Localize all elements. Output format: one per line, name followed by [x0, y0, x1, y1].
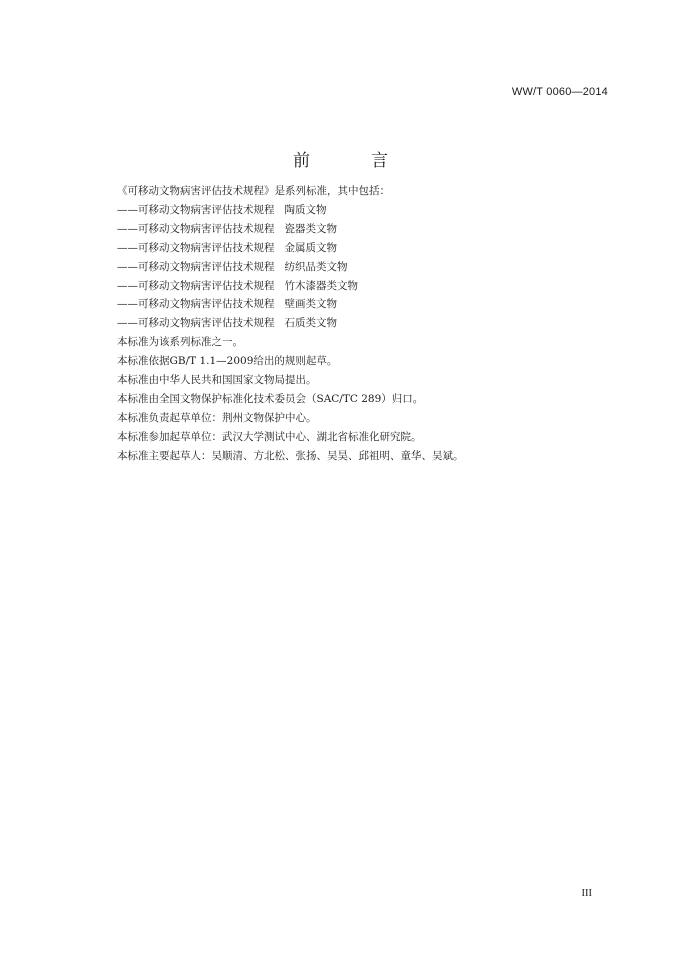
series-item-part: 纺织品类文物: [284, 260, 348, 273]
paragraph: 本标准负责起草单位：荆州文物保护中心。: [117, 411, 317, 424]
page-title: 前 言: [293, 151, 410, 171]
series-item-part: 瓷器类文物: [284, 222, 337, 235]
series-item-name: ——可移动文物病害评估技术规程: [117, 279, 275, 292]
series-item: [117, 220, 597, 239]
series-item-name: ——可移动文物病害评估技术规程: [117, 298, 275, 311]
standard-code: WW/T 0060—2014: [511, 86, 608, 98]
series-item: [117, 258, 597, 277]
series-item-name: ——可移动文物病害评估技术规程: [117, 260, 275, 273]
series-item-name: ——可移动文物病害评估技术规程: [117, 203, 275, 216]
intro-line: 《可移动文物病害评估技术规程》是系列标准，其中包括：: [117, 185, 390, 197]
series-item: [117, 239, 597, 258]
series-item-name: ——可移动文物病害评估技术规程: [117, 222, 275, 235]
series-item-part: 石质类文物: [284, 317, 337, 330]
series-item: [117, 201, 597, 220]
paragraph: 本标准参加起草单位：武汉大学测试中心、湖北省标准化研究院。: [117, 430, 422, 443]
page-number: III: [581, 888, 592, 899]
series-item-part: 金属质文物: [284, 241, 337, 254]
paragraph: 本标准由全国文物保护标准化技术委员会（SAC/TC 289）归口。: [117, 392, 424, 405]
paragraph: 本标准为该系列标准之一。: [117, 336, 243, 349]
series-item-name: ——可移动文物病害评估技术规程: [117, 317, 275, 330]
series-item-part: 陶质文物: [284, 203, 327, 216]
series-item: [117, 314, 597, 333]
paragraph: 本标准依据GB/T 1.1—2009给出的规则起草。: [117, 355, 338, 368]
paragraph: 本标准由中华人民共和国国家文物局提出。: [117, 374, 317, 387]
series-item: [117, 277, 597, 296]
paragraph: 本标准主要起草人：吴顺清、方北松、张扬、吴昊、邱祖明、童华、吴斌。: [117, 449, 464, 462]
foreword-body: [117, 182, 597, 466]
series-item-name: ——可移动文物病害评估技术规程: [117, 241, 275, 254]
series-item-part: 竹木漆器类文物: [284, 279, 358, 292]
series-item-part: 壁画类文物: [284, 298, 337, 311]
series-item: [117, 295, 597, 314]
